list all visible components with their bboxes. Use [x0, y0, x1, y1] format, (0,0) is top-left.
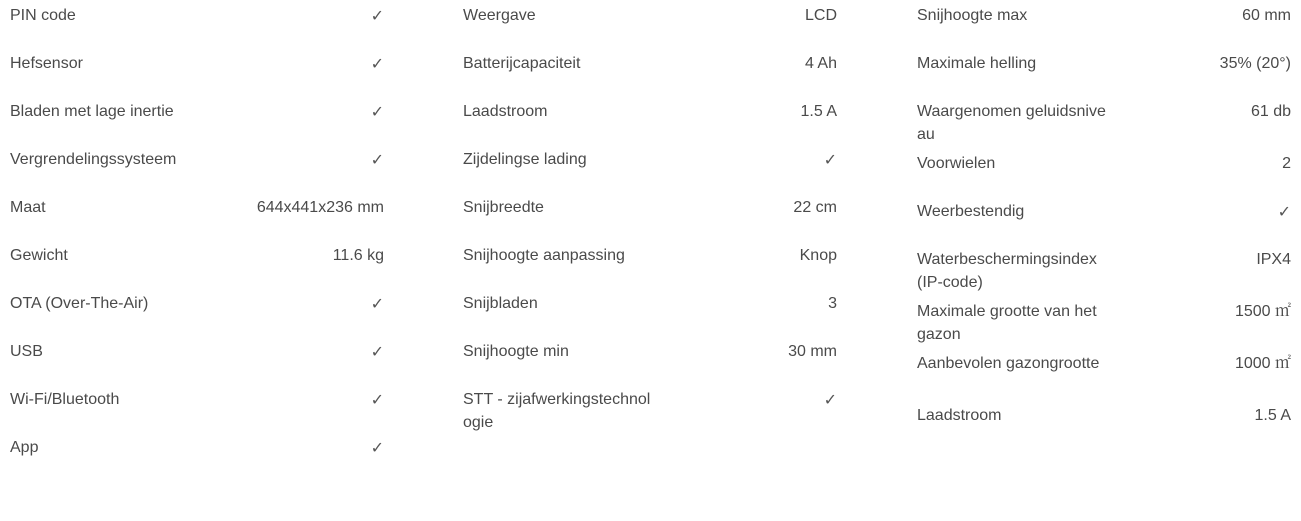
- spec-value: 1.5 A: [1254, 407, 1291, 424]
- spec-label: OTA (Over-The-Air): [10, 295, 149, 312]
- spec-label: Zijdelingse lading: [463, 151, 587, 168]
- spec-column-2: [463, 0, 837, 434]
- spec-label: STT - zijafwerkingstechnologie: [463, 391, 651, 431]
- spec-value: 35% (20°): [1219, 55, 1291, 72]
- spec-label: USB: [10, 343, 43, 360]
- spec-row-snijhoogte-max: [917, 0, 1291, 48]
- spec-row-maximale-helling: [917, 48, 1291, 96]
- spec-row-snijbladen: [463, 288, 837, 336]
- check-icon: ✓: [370, 390, 384, 409]
- spec-value: Knop: [799, 247, 837, 264]
- spec-label: App: [10, 439, 39, 456]
- spec-value: 30 mm: [788, 343, 837, 360]
- spec-label: Laadstroom: [917, 407, 1002, 424]
- spec-label: Maat: [10, 199, 46, 216]
- spec-row-vergrendeling: [10, 144, 384, 192]
- spec-label: Voorwielen: [917, 155, 996, 172]
- spec-value: 4 Ah: [804, 55, 837, 72]
- spec-row-wifi: [10, 384, 384, 432]
- spec-row-app: [10, 432, 384, 480]
- spec-column-3: [917, 0, 1291, 448]
- spec-row-geluidsniveau: [917, 96, 1291, 148]
- spec-row-zijdelingse-lading: [463, 144, 837, 192]
- spec-value: IPX4: [1256, 251, 1291, 268]
- spec-label: Waargenomen geluidsniveau: [917, 103, 1106, 143]
- spec-row-snijhoogte-min: [463, 336, 837, 384]
- spec-label: Aanbevolen gazongrootte: [917, 355, 1100, 372]
- check-icon: ✓: [370, 342, 384, 361]
- spec-value: 1500 ㎡: [1234, 303, 1291, 320]
- spec-label: Maximale helling: [917, 55, 1037, 72]
- spec-value: 22 cm: [793, 199, 837, 216]
- spec-column-1: [10, 0, 384, 480]
- spec-label: Hefsensor: [10, 55, 83, 72]
- spec-row-usb: [10, 336, 384, 384]
- spec-row-ip-code: [917, 244, 1291, 296]
- check-icon: ✓: [823, 150, 837, 169]
- check-icon: ✓: [370, 438, 384, 457]
- spec-value: 60 mm: [1242, 7, 1291, 24]
- spec-label: Wi-Fi/Bluetooth: [10, 391, 120, 408]
- spec-label: Bladen met lage inertie: [10, 103, 174, 120]
- spec-row-snijbreedte: [463, 192, 837, 240]
- spec-label: Maximale grootte van het gazon: [917, 303, 1097, 343]
- spec-label: PIN code: [10, 7, 76, 24]
- spec-row-pin-code: [10, 0, 384, 48]
- spec-value: 2: [1282, 155, 1291, 172]
- check-icon: ✓: [370, 6, 384, 25]
- spec-row-aanbevolen-gazon: [917, 348, 1291, 400]
- spec-row-weergave: [463, 0, 837, 48]
- check-icon: ✓: [370, 294, 384, 313]
- check-icon: ✓: [1277, 202, 1291, 221]
- spec-value: LCD: [804, 7, 837, 24]
- spec-row-weerbestendig: [917, 196, 1291, 244]
- spec-row-batterij: [463, 48, 837, 96]
- spec-label: Gewicht: [10, 247, 68, 264]
- spec-label: Weergave: [463, 7, 536, 24]
- spec-row-stt: [463, 384, 837, 434]
- spec-row-voorwielen: [917, 148, 1291, 196]
- spec-row-gewicht: [10, 240, 384, 288]
- spec-value: 3: [828, 295, 837, 312]
- spec-label: Waterbeschermingsindex (IP-code): [917, 251, 1097, 291]
- spec-value: 1.5 A: [800, 103, 837, 120]
- spec-value: 644x441x236 mm: [256, 199, 384, 216]
- check-icon: ✓: [370, 54, 384, 73]
- spec-label: Batterijcapaciteit: [463, 55, 581, 72]
- spec-label: Snijhoogte max: [917, 7, 1028, 24]
- check-icon: ✓: [823, 390, 837, 409]
- spec-row-hefsensor: [10, 48, 384, 96]
- spec-label: Snijbreedte: [463, 199, 544, 216]
- spec-label: Snijhoogte min: [463, 343, 569, 360]
- spec-value: 11.6 kg: [332, 247, 384, 264]
- spec-row-ota: [10, 288, 384, 336]
- spec-row-laadstroom: [463, 96, 837, 144]
- spec-value: 61 db: [1250, 103, 1291, 120]
- check-icon: ✓: [370, 102, 384, 121]
- spec-label: Vergrendelingssysteem: [10, 151, 177, 168]
- spec-row-max-gazon: [917, 296, 1291, 348]
- spec-label: Snijbladen: [463, 295, 538, 312]
- check-icon: ✓: [370, 150, 384, 169]
- spec-label: Weerbestendig: [917, 203, 1025, 220]
- spec-row-bladen: [10, 96, 384, 144]
- spec-row-laadstroom-2: [917, 400, 1291, 448]
- spec-row-maat: [10, 192, 384, 240]
- spec-label: Snijhoogte aanpassing: [463, 247, 625, 264]
- spec-value: 1000 ㎡: [1234, 355, 1291, 372]
- spec-label: Laadstroom: [463, 103, 548, 120]
- spec-row-snijhoogte-aanpassing: [463, 240, 837, 288]
